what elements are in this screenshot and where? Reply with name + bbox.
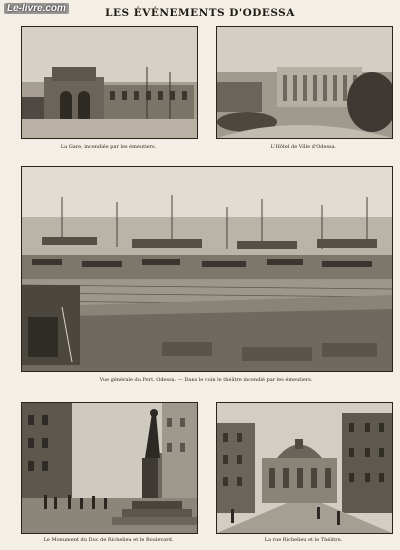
photo-port-panorama	[21, 166, 393, 372]
photo-caption: La rue Richelieu et le Théâtre.	[264, 537, 343, 543]
photo-caption: La Gare, incendiée par les émeutiers.	[60, 144, 157, 150]
photo-caption: Vue générale du Port. Odessa. — Dans le coin le théâtre incendié par les émeutiers.	[99, 377, 313, 383]
photo-city-hall	[216, 26, 393, 139]
photo-railway-station	[21, 26, 198, 139]
watermark-logo: Le-livre.com	[4, 3, 69, 14]
photo-richelieu-monument	[21, 402, 198, 534]
page-title: LES ÉVÉNEMENTS D'ODESSA	[105, 7, 295, 19]
photo-caption: L'Hôtel de Ville d'Odessa.	[270, 144, 337, 150]
photo-caption: Le Monument du Duc de Richelieu et le Boulevard.	[43, 537, 174, 543]
photo-richelieu-street-theatre	[216, 402, 393, 534]
